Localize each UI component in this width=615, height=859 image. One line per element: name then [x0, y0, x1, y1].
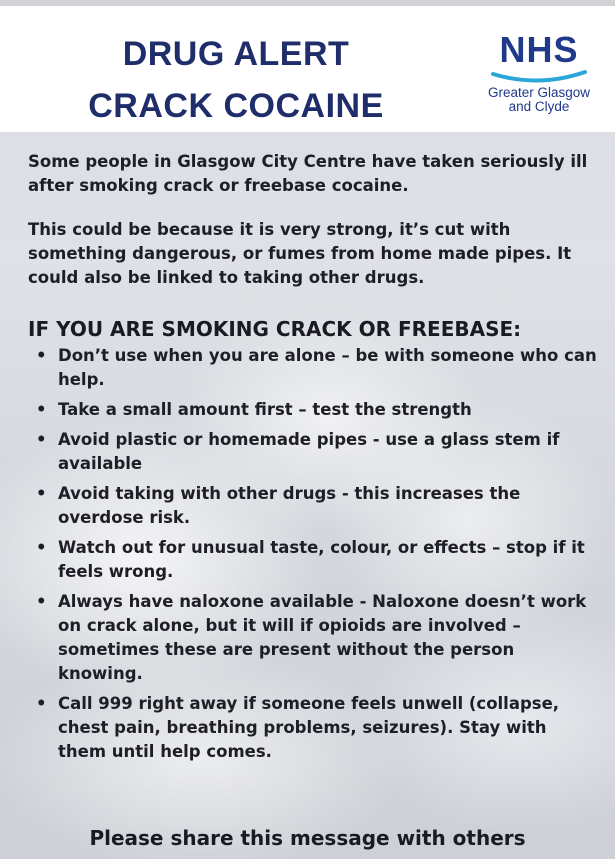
bullet-icon: •: [36, 592, 47, 611]
title-line-1: DRUG ALERT: [122, 35, 350, 73]
swoosh-icon: [489, 68, 589, 86]
bullet-icon: •: [36, 400, 47, 419]
list-item: [28, 536, 598, 584]
nhs-logo: [474, 30, 604, 130]
list-item-text: Call 999 right away if someone feels unwell (collapse, chest pain, breathing problems, seizures). Stay with them until help comes.: [58, 694, 560, 761]
share-footer: Please share this message with others: [89, 826, 526, 850]
section-heading: IF YOU ARE SMOKING CRACK OR FREEBASE:: [28, 317, 522, 341]
list-item-text: Watch out for unusual taste, colour, or effects – stop if it feels wrong.: [58, 538, 585, 581]
bullet-icon: •: [36, 484, 47, 503]
nhs-logo-text: NHS: [499, 29, 579, 70]
intro-paragraph-1: Some people in Glasgow City Centre have taken seriously ill after smoking crack or freebase cocaine.: [28, 152, 588, 195]
list-item: [28, 482, 598, 530]
header-banner: [0, 0, 615, 132]
list-item-text: Avoid plastic or homemade pipes - use a glass stem if available: [58, 430, 560, 473]
bullet-icon: •: [36, 694, 47, 713]
bullet-icon: •: [36, 538, 47, 557]
list-item: [28, 590, 598, 686]
list-item-text: Take a small amount first – test the strength: [58, 400, 472, 419]
list-item: [28, 344, 598, 392]
alert-body: [28, 150, 598, 770]
org-name-line-1: Greater Glasgow: [487, 85, 591, 100]
list-item-text: Don’t use when you are alone – be with someone who can help.: [58, 346, 597, 389]
bullet-icon: •: [36, 430, 47, 449]
alert-title: [56, 28, 416, 132]
advice-list: [28, 344, 598, 764]
list-item: [28, 398, 598, 422]
list-item-text: Always have naloxone available - Naloxone doesn’t work on crack alone, but it will if opioids are involved – sometimes these are present without the person knowing.: [58, 592, 587, 683]
intro-paragraph-2: This could be because it is very strong, it’s cut with something dangerous, or fumes from home made pipes. It could also be linked to taking other drugs.: [28, 220, 572, 287]
list-item-text: Avoid taking with other drugs - this increases the overdose risk.: [58, 484, 521, 527]
list-item: [28, 692, 598, 764]
org-name-line-2: and Clyde: [508, 99, 570, 114]
title-line-2: CRACK COCAINE: [88, 87, 384, 125]
bullet-icon: •: [36, 346, 47, 365]
list-item: [28, 428, 598, 476]
